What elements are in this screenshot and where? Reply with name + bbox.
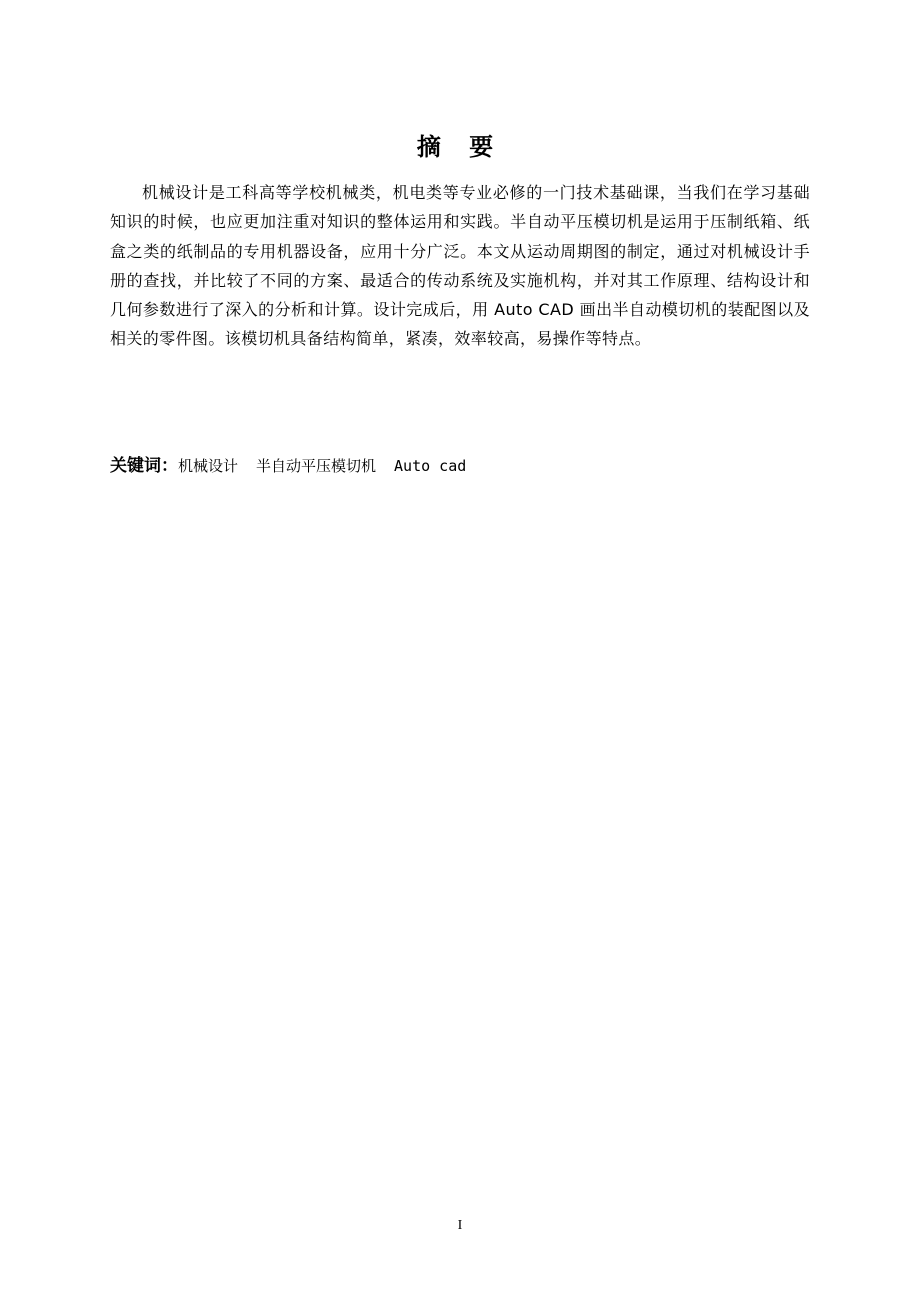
keyword-item: 半自动平压模切机 (256, 457, 377, 475)
keyword-item: 机械设计 (178, 457, 239, 475)
keywords-line (110, 452, 810, 480)
keyword-item: Auto cad (394, 457, 467, 475)
keywords-label: 关键词： (110, 456, 178, 476)
abstract-paragraph: 机械设计是工科高等学校机械类，机电类等专业必修的一门技术基础课，当我们在学习基础知识的时候，也应更加注重对知识的整体运用和实践。半自动平压模切机是运用于压制纸箱、纸盒之类的纸制品的专用机器设备，应用十分广泛。本文从运动周期图的制定，通过对机械设计手册的查找，并比较了不同的方案、最适合的传动系统及实施机构，并对其工作原理、结构设计和几何参数进行了深入的分析和计算。设计完成后，用 Auto CAD 画出半自动模切机的装配图以及相关的零件图。该模切机具备结构简单，紧凑，效率较高，易操作等特点。 (110, 183, 810, 349)
page-title: 摘 要 (416, 133, 504, 161)
page-number: I (457, 1218, 463, 1233)
